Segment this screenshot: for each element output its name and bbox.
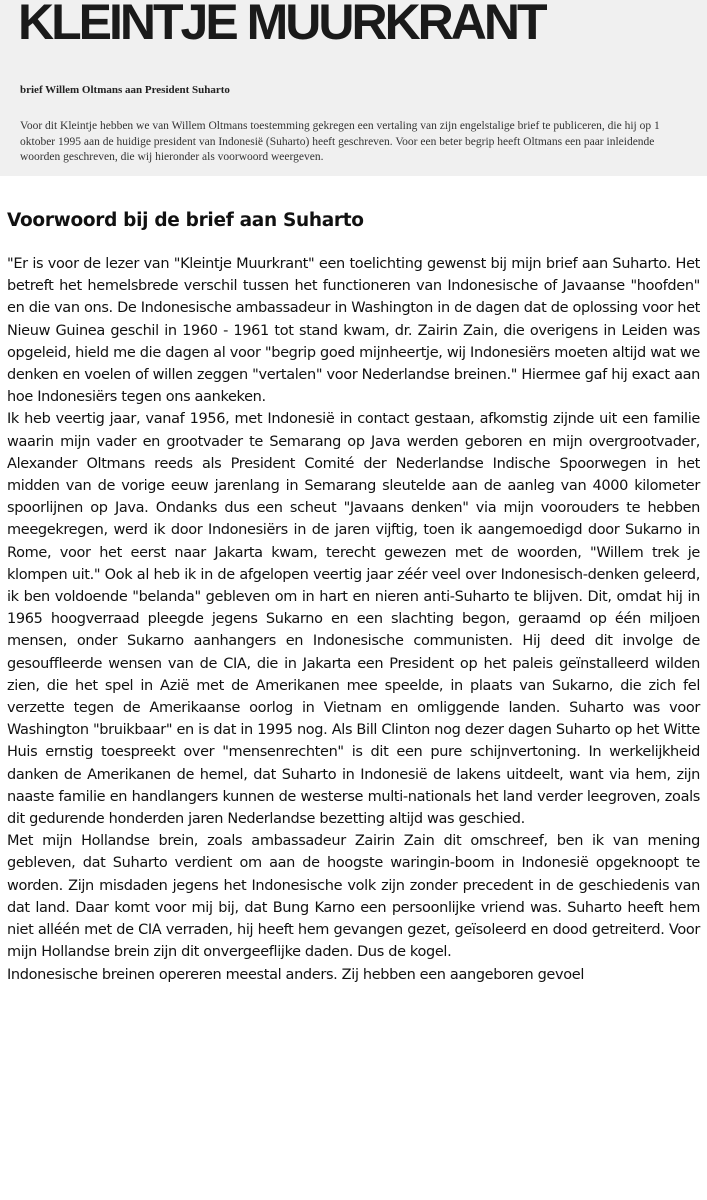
article-paragraph: Indonesische breinen opereren meestal anders. Zij hebben een aangeboren gevoel	[7, 966, 585, 983]
masthead-title: KLEINTJE MUURKRANT	[18, 0, 545, 50]
article-title: Voorwoord bij de brief aan Suharto	[7, 210, 364, 231]
masthead-subtitle: brief Willem Oltmans aan President Suharto	[20, 84, 230, 96]
article-paragraph: Met mijn Hollandse brein, zoals ambassadeur Zairin Zain dit omschreef, ben ik van mening gebleven, dat Suharto verdient om aan de hoogste waringin-boom in Indonesië opgeknoopt te worden. Zijn misdaden jegens het Indonesische volk zijn zonder precedent in de geschiedenis van dat land. Daar komt voor mij bij, dat Bung Karno een persoonlijke vriend was. Suharto heeft hem niet alléén met de CIA verraden, hij heeft hem gevangen gezet, geïsoleerd en dood getreiterd. Voor mijn Hollandse brein zijn dit onvergeeflijke daden. Dus de kogel.	[7, 833, 700, 961]
masthead-intro: Voor dit Kleintje hebben we van Willem Oltmans toestemming gekregen een vertaling van zijn engelstalige brief te publiceren, die hij op 1 oktober 1995 aan de huidige president van Indonesië (Suharto) heeft geschreven. Voor een beter begrip heeft Oltmans een paar inleidende woorden geschreven, die wij hieronder als voorwoord weergeven.	[20, 120, 660, 163]
article-paragraph: "Er is voor de lezer van "Kleintje Muurkrant" een toelichting gewenst bij mijn brief aan Suharto. Het betreft het hemelsbrede verschil tussen het functioneren van Indonesische of Javaanse "hoofden" en die van ons. De Indonesische ambassadeur in Washington in de dagen dat de oplossing voor het Nieuw Guinea geschil in 1960 - 1961 tot stand kwam, dr. Zairin Zain, die overigens in Leiden was opgeleid, hield me die dagen al voor "begrip goed mijnheertje, wij Indonesiërs moeten altijd wat we denken en voelen of willen zeggen "vertalen" voor Nederlandse breinen." Hiermee gaf hij exact aan hoe Indonesiërs tegen ons aankeken.	[7, 256, 700, 406]
article-paragraph: Ik heb veertig jaar, vanaf 1956, met Indonesië in contact gestaan, afkomstig zijnde uit een familie waarin mijn vader en grootvader te Semarang op Java werden geboren en mijn overgrootvader, Alexander Oltmans reeds als President Comité der Nederlandse Indische Spoorwegen in het midden van de vorige eeuw jarenlang in Semarang sleutelde aan de aanleg van 4000 kilometer spoorlijnen op Java. Ondanks dus een scheut "Javaans denken" via mijn voorouders te hebben meegekregen, werd ik door Indonesiërs in de jaren vijftig, toen ik aangemoedigd door Sukarno in Rome, voor het eerst naar Jakarta kwam, terecht gewezen met de woorden, "Willem trek je klompen uit." Ook al heb ik in de afgelopen veertig jaar zéér veel over Indonesisch-denken geleerd, ik ben voldoende "belanda" gebleven om in hart en nieren anti-Suharto te blijven. Dit, omdat hij in 1965 hoogverraad pleegde jegens Sukarno en een slachting begon, geraamd op één miljoen mensen, onder Sukarno aanhangers en Indonesische communisten. Hij deed dit involge de gesouffleerde wensen van de CIA, die in Jakarta een President op het paleis geïnstalleerd wilden zien, die het spel in Azië met de Amerikanen mee speelde, in plaats van Sukarno, die zich fel verzette tegen de Amerikaanse oorlog in Vietnam en omliggende landen. Suharto was voor Washington "bruikbaar" en is dat in 1995 nog. Als Bill Clinton nog dezer dagen Suharto op het Witte Huis ernstig toespreekt over "mensenrechten" is dit een pure schijnvertoning. In werkelijkheid danken de Amerikanen de hemel, dat Suharto in Indonesië de lakens uitdeelt, want via hem, zijn naaste familie en handlangers kunnen de westerse multi-nationals het land verder leegroven, zoals dit gedurende honderden jaren Nederlandse bezetting altijd was geschied.	[7, 411, 700, 828]
article-body	[7, 253, 700, 986]
masthead-band	[0, 0, 707, 176]
